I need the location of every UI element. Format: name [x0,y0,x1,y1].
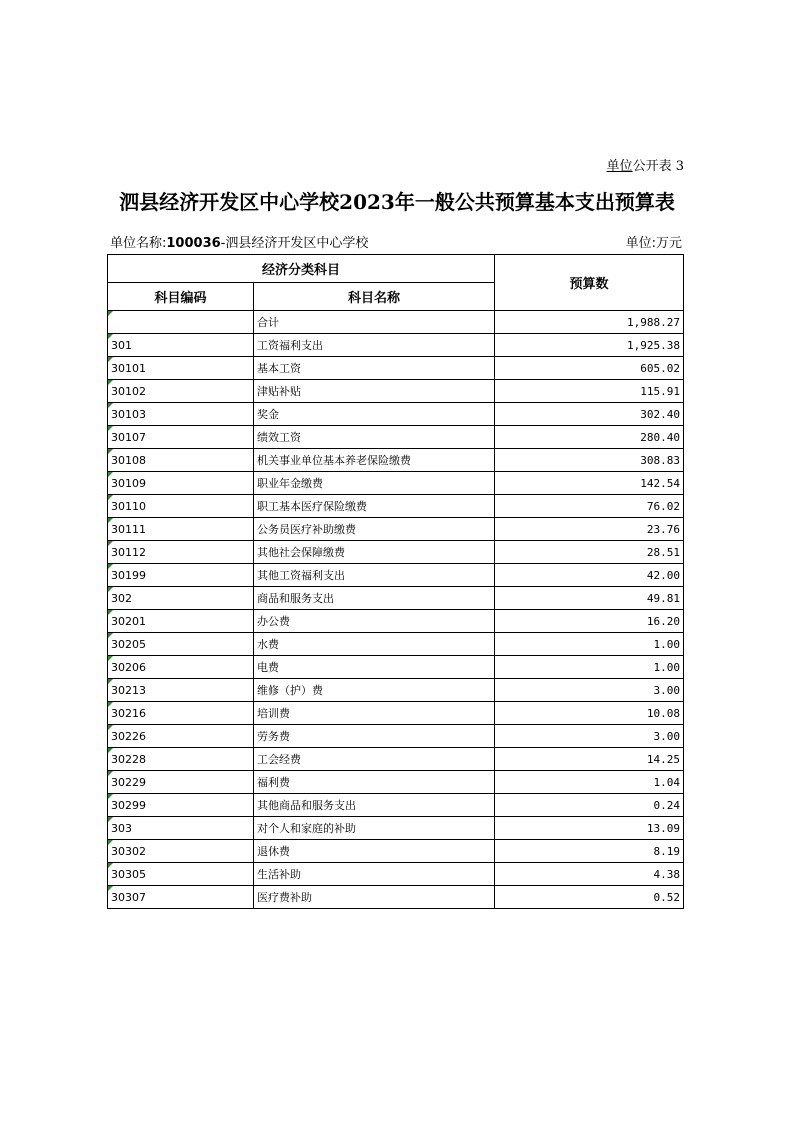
table-row [108,357,684,380]
subject-code-cell: 30110 [108,495,254,518]
subject-code-cell: 30107 [108,426,254,449]
subject-name-cell: 工资福利支出 [254,334,495,357]
subject-name-cell: 劳务费 [254,725,495,748]
subject-code-cell: 30111 [108,518,254,541]
table-row [108,403,684,426]
unit-label: 单位:万元 [625,236,682,251]
table-row [108,886,684,909]
budget-amount-cell: 28.51 [495,541,684,564]
subject-name-cell: 其他社会保障缴费 [254,541,495,564]
table-row [108,794,684,817]
subject-code-cell: 302 [108,587,254,610]
budget-amount-cell: 1.00 [495,656,684,679]
subject-code-cell: 30302 [108,840,254,863]
table-row [108,863,684,886]
table-label [607,155,684,174]
subject-name-cell: 水费 [254,633,495,656]
table-body [108,311,684,909]
subject-code-cell: 30229 [108,771,254,794]
subject-code-cell: 30109 [108,472,254,495]
table-row [108,334,684,357]
subject-name-cell: 职工基本医疗保险缴费 [254,495,495,518]
table-row [108,426,684,449]
table-row [108,472,684,495]
subject-name-cell: 工会经费 [254,748,495,771]
budget-amount-cell: 3.00 [495,679,684,702]
table-row [108,656,684,679]
budget-amount-cell: 1,988.27 [495,311,684,334]
subject-code-cell: 30103 [108,403,254,426]
subject-name-cell: 公务员医疗补助缴费 [254,518,495,541]
subject-code-cell: 30205 [108,633,254,656]
budget-amount-cell: 10.08 [495,702,684,725]
subject-code-cell: 30216 [108,702,254,725]
table-row [108,495,684,518]
table-row [108,633,684,656]
table-row [108,725,684,748]
header-subject-code: 科目编码 [108,283,254,311]
table-row [108,840,684,863]
budget-amount-cell: 42.00 [495,564,684,587]
header-subject-name: 科目名称 [254,283,495,311]
subject-name-cell: 电费 [254,656,495,679]
table-label-unit: 单位 [606,159,633,174]
subject-name-cell: 机关事业单位基本养老保险缴费 [254,449,495,472]
subject-code-cell: 30299 [108,794,254,817]
budget-amount-cell: 1.04 [495,771,684,794]
subject-code-cell: 301 [108,334,254,357]
subject-name-cell: 绩效工资 [254,426,495,449]
unit-code: 100036 [166,236,221,251]
budget-amount-cell: 1.00 [495,633,684,656]
subject-code-cell: 30228 [108,748,254,771]
budget-amount-cell: 4.38 [495,863,684,886]
table-row [108,449,684,472]
subject-code-cell: 30213 [108,679,254,702]
subject-name-cell: 商品和服务支出 [254,587,495,610]
subject-code-cell: 30206 [108,656,254,679]
table-number: 3 [675,159,684,174]
table-row [108,679,684,702]
budget-amount-cell: 23.76 [495,518,684,541]
subject-code-cell: 30226 [108,725,254,748]
budget-amount-cell: 142.54 [495,472,684,495]
budget-amount-cell: 0.24 [495,794,684,817]
subject-name-cell: 医疗费补助 [254,886,495,909]
subject-code-cell [108,311,254,334]
subject-name-cell: 津贴补贴 [254,380,495,403]
budget-amount-cell: 13.09 [495,817,684,840]
table-row [108,311,684,334]
subject-name-cell: 办公费 [254,610,495,633]
table-row [108,541,684,564]
subject-code-cell: 30102 [108,380,254,403]
page-title: 泗县经济开发区中心学校2023年一般公共预算基本支出预算表 [119,190,675,214]
subject-name-cell: 对个人和家庭的补助 [254,817,495,840]
budget-amount-cell: 1,925.38 [495,334,684,357]
budget-amount-cell: 3.00 [495,725,684,748]
budget-amount-cell: 8.19 [495,840,684,863]
subject-name-cell: 其他商品和服务支出 [254,794,495,817]
budget-amount-cell: 76.02 [495,495,684,518]
subject-name-cell: 退休费 [254,840,495,863]
unit-name-line [110,232,368,251]
subject-name-cell: 其他工资福利支出 [254,564,495,587]
budget-amount-cell: 115.91 [495,380,684,403]
subject-name-cell: 培训费 [254,702,495,725]
subject-name-cell: 基本工资 [254,357,495,380]
table-row [108,587,684,610]
budget-amount-cell: 14.25 [495,748,684,771]
budget-amount-cell: 0.52 [495,886,684,909]
subject-code-cell: 30307 [108,886,254,909]
unit-name: -泗县经济开发区中心学校 [220,236,369,251]
subject-code-cell: 30112 [108,541,254,564]
table-row [108,518,684,541]
subject-name-cell: 奖金 [254,403,495,426]
subject-name-cell: 生活补助 [254,863,495,886]
table-row [108,771,684,794]
subject-code-cell: 303 [108,817,254,840]
budget-amount-cell: 605.02 [495,357,684,380]
unit-name-label: 单位名称: [110,236,167,251]
subject-code-cell: 30108 [108,449,254,472]
subject-name-cell: 职业年金缴费 [254,472,495,495]
table-row [108,817,684,840]
subject-code-cell: 30101 [108,357,254,380]
table-label-text: 公开表 [632,159,672,174]
subject-code-cell: 30201 [108,610,254,633]
subject-code-cell: 30199 [108,564,254,587]
budget-amount-cell: 49.81 [495,587,684,610]
table-row [108,380,684,403]
table-row [108,564,684,587]
subject-name-cell: 维修（护）费 [254,679,495,702]
budget-table [107,254,684,909]
subject-code-cell: 30305 [108,863,254,886]
subject-name-cell: 福利费 [254,771,495,794]
table-row [108,610,684,633]
budget-amount-cell: 16.20 [495,610,684,633]
table-row [108,702,684,725]
budget-amount-cell: 308.83 [495,449,684,472]
budget-amount-cell: 302.40 [495,403,684,426]
table-row [108,748,684,771]
header-budget-amount: 预算数 [495,255,684,311]
header-economic-category: 经济分类科目 [108,255,495,283]
subject-name-cell: 合计 [254,311,495,334]
budget-amount-cell: 280.40 [495,426,684,449]
